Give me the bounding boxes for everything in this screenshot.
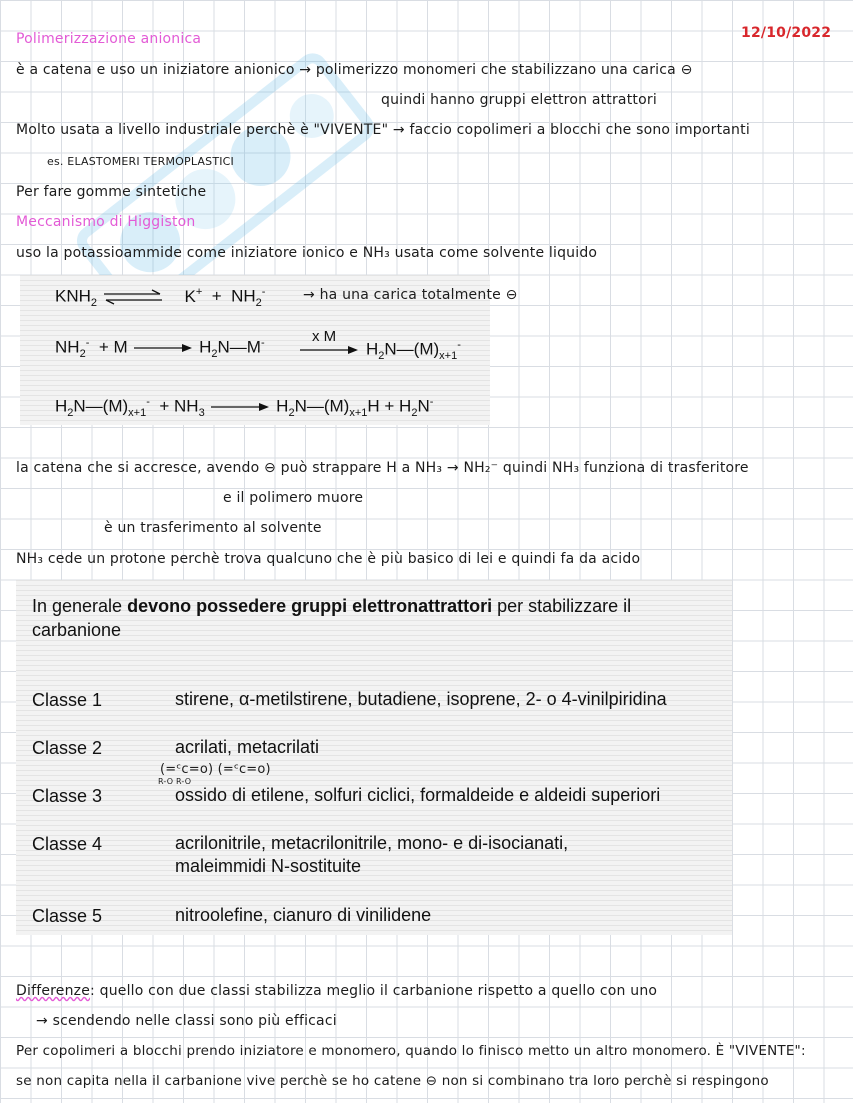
reaction-arrow-icon xyxy=(298,344,360,356)
equation-2-over-label: x M xyxy=(312,328,337,345)
note-line: es. ELASTOMERI TERMOPLASTICI xyxy=(47,155,235,168)
reaction-arrow-icon xyxy=(209,401,271,413)
note-line: è a catena e uso un iniziatore anionico → polimerizzo monomeri che stabilizzano una carica ⊖ xyxy=(16,62,693,78)
equation-1-note: → ha una carica totalmente ⊖ xyxy=(303,287,518,303)
note-line: NH₃ cede un protone perchè trova qualcuno che è più basico di lei e quindi fa da acido xyxy=(16,551,641,567)
equilibrium-arrow-icon xyxy=(102,289,164,305)
differences-line: Differenze: quello con due classi stabilizza meglio il carbanione rispetto a quello con uno xyxy=(16,983,658,999)
handwritten-structures-sub: R-O R-O xyxy=(158,777,192,786)
equation-2-product: $H_2N—(M)_{x+1}^-$ xyxy=(366,339,461,363)
class-label: Classe 2 xyxy=(32,738,103,758)
class-description: stirene, α-metilstirene, butadiene, isoprene, 2- o 4-vinilpiridina xyxy=(175,689,667,709)
note-line: e il polimero muore xyxy=(223,490,364,506)
classes-intro: In generale devono possedere gruppi elettronattrattori per stabilizzare il xyxy=(32,596,632,616)
equation-3: $H_2N—(M)_{x+1}^- + NH_3$ $H_2N—(M)_{x+1}H + H_2N^-$ xyxy=(55,396,434,420)
class-label: Classe 5 xyxy=(32,906,103,926)
differences-label: Differenze xyxy=(16,983,91,999)
monomer-classes-box xyxy=(16,580,732,935)
note-line: Per fare gomme sintetiche xyxy=(16,184,207,200)
date-stamp: 12/10/2022 xyxy=(741,25,832,41)
note-line: è un trasferimento al solvente xyxy=(104,520,322,536)
reaction-arrow-icon xyxy=(132,342,194,354)
note-line: Molto usata a livello industriale perchè è "VIVENTE" → faccio copolimeri a blocchi che sono importanti xyxy=(16,122,750,138)
note-line: uso la potassioammide come iniziatore ionico e NH₃ usata come solvente liquido xyxy=(16,245,598,261)
class-description: ossido di etilene, solfuri ciclici, formaldeide e aldeidi superiori xyxy=(175,785,661,805)
note-line: quindi hanno gruppi elettron attrattori xyxy=(381,92,657,108)
note-line: se non capita nella il carbanione vive perchè se ho catene ⊖ non si combinano tra loro perchè si respingono xyxy=(16,1073,769,1089)
class-label: Classe 4 xyxy=(32,834,103,854)
equation-2: $NH_2^- + M$ $H_2N—M^-$ xyxy=(55,337,265,361)
class-description: maleimmidi N-sostituite xyxy=(175,856,362,876)
class-description: acrilonitrile, metacrilonitrile, mono- e di-isocianati, xyxy=(175,833,569,853)
handwritten-structures: (=ᶜc=o) (=ᶜc=o) xyxy=(160,762,271,777)
class-description: nitroolefine, cianuro di vinilidene xyxy=(175,905,432,925)
note-line: Per copolimeri a blocchi prendo iniziatore e monomero, quando lo finisco metto un altro monomero. È "VIVENTE": xyxy=(16,1043,806,1059)
class-label: Classe 1 xyxy=(32,690,103,710)
class-label: Classe 3 xyxy=(32,786,103,806)
section-title-mechanism: Meccanismo di Higgiston xyxy=(16,214,196,230)
note-line: la catena che si accresce, avendo ⊖ può strappare H a NH₃ → NH₂⁻ quindi NH₃ funziona di trasferitore xyxy=(16,460,749,476)
class-description: acrilati, metacrilati xyxy=(175,737,320,757)
page-title: Polimerizzazione anionica xyxy=(16,31,202,47)
classes-intro-line2: carbanione xyxy=(32,620,122,640)
equation-1: $KNH_2$ $K^+ + NH_2^-$ xyxy=(55,286,266,310)
note-line: → scendendo nelle classi sono più efficaci xyxy=(36,1013,337,1029)
